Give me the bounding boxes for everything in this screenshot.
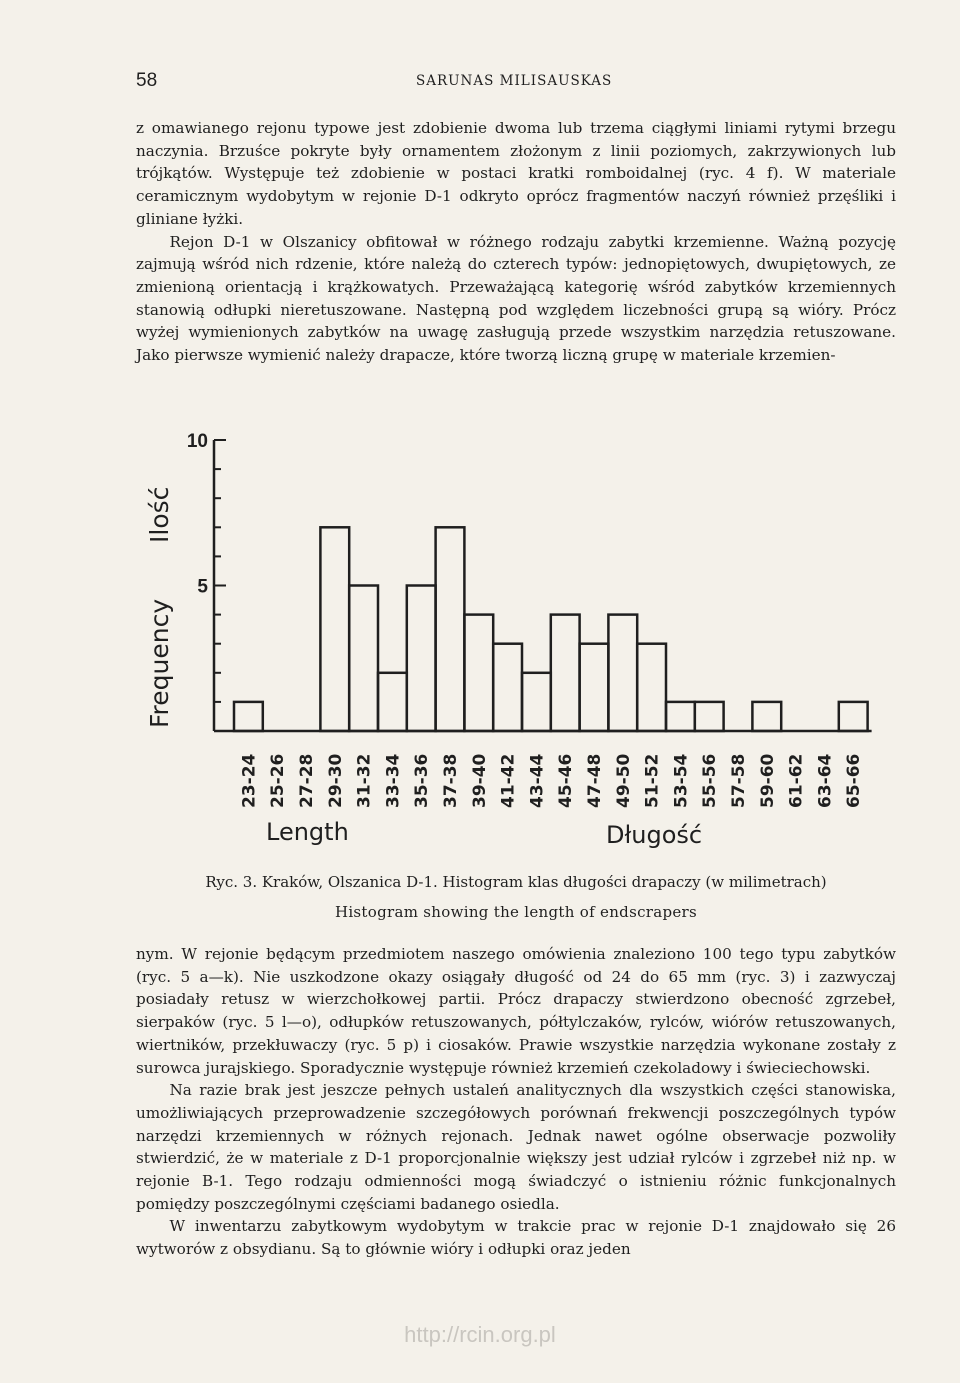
page-header — [136, 70, 896, 94]
histogram-bar — [522, 673, 551, 731]
x-axis-label-polish: Długość — [606, 821, 703, 849]
histogram-chart — [136, 418, 906, 868]
histogram-bar — [234, 702, 263, 731]
x-tick-label: 53-54 — [671, 753, 692, 808]
paragraph: Rejon D-1 w Olszanicy obfitował w różnego rodzaju zabytki krzemienne. Ważną pozycję zajmują wśród nich rdzenie, które należą do czterech typów: jednopiętowych, dwupiętowych, ze zmienioną orientacją i krążkowatych. Przeważającą kategorię wśród zabytków krzemiennych stanowią odłupki nieretuszowane. Następną pod względem liczebności grupą są wióry. Prócz wyżej wymienionych zabytków na uwagę zasługują przede wszystkim narzędzia retuszowane. Jako pierwsze wymienić należy drapacze, które tworzą liczną grupę w materiale krzemien- — [136, 232, 896, 365]
x-tick-label: 59-60 — [757, 753, 778, 808]
histogram-bar — [407, 586, 436, 732]
x-tick-label: 33-34 — [383, 753, 404, 808]
x-tick-label: 51-52 — [642, 753, 663, 808]
x-tick-label: 45-46 — [556, 753, 577, 808]
x-tick-label: 43-44 — [527, 753, 548, 808]
watermark: http://rcin.org.pl — [404, 1322, 556, 1347]
x-axis-label-english: Length — [266, 818, 349, 846]
x-tick-label: 47-48 — [585, 753, 605, 808]
x-tick-label: 57-58 — [729, 753, 749, 808]
x-tick-label: 29-30 — [325, 753, 346, 808]
histogram-bar — [752, 702, 781, 731]
running-head: SARUNAS MILISAUSKAS — [416, 73, 613, 89]
y-tick-label: 5 — [197, 576, 208, 598]
y-tick-label: 10 — [186, 431, 208, 452]
x-tick-label: 61-62 — [786, 753, 807, 808]
x-tick-label: 63-64 — [815, 753, 836, 808]
x-tick-label: 41-42 — [498, 753, 519, 808]
figure-caption-english: Histogram showing the length of endscrapers — [334, 903, 698, 921]
x-tick-label: 65-66 — [844, 753, 865, 808]
histogram-bar — [320, 527, 349, 731]
paragraph: nym. W rejonie będącym przedmiotem naszego omówienia znaleziono 100 tego typu zabytków (ryc. 5 a—k). Nie uszkodzone okazy osiągały długość od 24 do 65 mm (ryc. 3) i zazwyczaj posiadały retusz w wierzchołkowej partii. Prócz drapaczy stwierdzono obecność zgrzebeł, sierpaków (ryc. 5 l—o), odłupków retuszowanych, półtylczaków, rylców, wiórów retuszowanych, wiertników, przekłuwaczy (ryc. 5 p) i ciosaków. Prawie wszystkie narzędzia wykonane zostały z surowca jurajskiego. Sporadycznie występuje również krzemień czekoladowy i świeciechowski. — [136, 945, 896, 1077]
body-text-top — [136, 117, 896, 367]
x-tick-label: 55-56 — [700, 753, 721, 808]
figure-caption-polish: Ryc. 3. Kraków, Olszanica D-1. Histogram klas długości drapaczy (w milimetrach) — [205, 873, 827, 891]
x-tick-label: 39-40 — [469, 753, 490, 808]
histogram-bar — [436, 527, 465, 731]
histogram-bar — [349, 586, 378, 732]
x-tick-label: 23-24 — [239, 753, 260, 808]
histogram-bar — [493, 644, 522, 731]
x-tick-label: 27-28 — [297, 753, 317, 808]
histogram-bar — [695, 702, 724, 731]
histogram-bar — [839, 702, 868, 731]
histogram-bar — [464, 615, 493, 731]
histogram-bar — [666, 702, 695, 731]
x-tick-label: 35-36 — [412, 753, 433, 808]
x-tick-label: 49-50 — [613, 753, 634, 808]
x-tick-label: 37-38 — [441, 753, 461, 808]
page-number: 58 — [136, 70, 158, 91]
y-axis-label-english: Frequency — [145, 598, 174, 728]
x-tick-label: 31-32 — [354, 753, 375, 808]
paragraph: W inwentarzu zabytkowym wydobytym w trakcie prac w rejonie D-1 znajdowało się 26 wytworów z obsydianu. Są to głównie wióry i odłupki oraz jeden — [136, 1217, 896, 1259]
histogram-figure — [136, 418, 906, 868]
histogram-bar — [637, 644, 666, 731]
histogram-bar — [378, 673, 407, 731]
histogram-bar — [580, 644, 609, 731]
x-tick-label: 25-26 — [268, 753, 289, 808]
paragraph: Na razie brak jest jeszcze pełnych ustaleń analitycznych dla wszystkich części stanowiska, umożliwiających przeprowadzenie szczegółowych porównań frekwencji poszczególnych typów narzędzi krzemiennych w różnych rejonach. Jednak nawet ogólne obserwacje pozwoliły stwierdzić, że w materiale z D-1 proporcjonalnie większy jest udział rylców i zgrzebeł niż np. w rejonie B-1. Tego rodzaju odmienności mogą świadczyć o istnieniu różnic funkcjonalnych pomiędzy poszczególnymi częściami badanego osiedla. — [136, 1081, 896, 1213]
body-text-bottom — [136, 943, 896, 1261]
histogram-bar — [608, 615, 637, 731]
y-axis-label-polish: Ilość — [145, 486, 174, 543]
histogram-bar — [551, 615, 580, 731]
paragraph: z omawianego rejonu typowe jest zdobienie dwoma lub trzema ciągłymi liniami rytymi brzegu naczynia. Brzuśce pokryte były ornamentem złożonym z linii poziomych, zakrzywionych lub trójkątów. Występuje też zdobienie w postaci kratki romboidalnej (ryc. 4 f). W materiale ceramicznym wydobytym w rejonie D-1 odkryto oprócz fragmentów naczyń również przęśliki i gliniane łyżki. — [136, 119, 896, 228]
